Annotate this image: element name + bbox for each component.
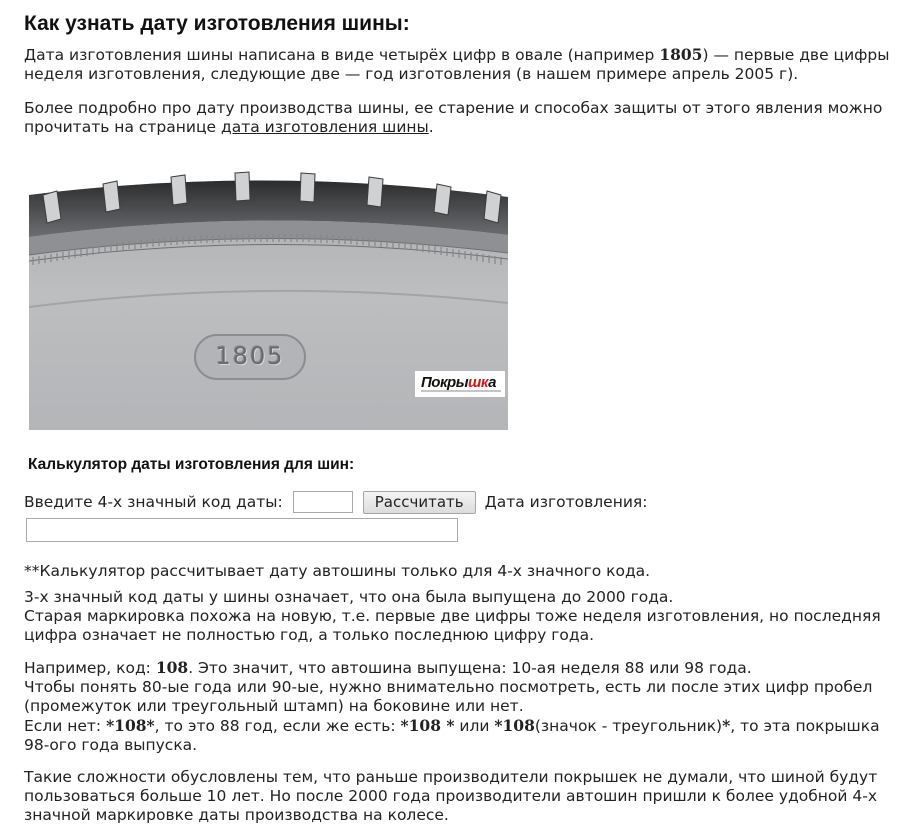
code-prompt-label: Введите 4-х значный код даты: xyxy=(24,493,283,511)
example-code-triangle: *108 xyxy=(494,716,535,735)
more-info-paragraph xyxy=(24,99,894,137)
calculator-row xyxy=(24,490,647,514)
watermark-part-b: шк xyxy=(468,374,489,391)
example-or: или xyxy=(454,717,495,735)
watermark-part-c: а xyxy=(488,374,496,391)
calculate-button[interactable]: Рассчитать xyxy=(363,491,476,514)
date-code-input[interactable] xyxy=(293,491,353,513)
more-info-text: Более подробно про дату производства шины, ее старение и способах защиты от этого явления можно прочитать на странице xyxy=(24,99,883,136)
example-paragraph xyxy=(24,658,894,755)
example-meaning: . Это значит, что автошина выпущена: 10-ая неделя 88 или 98 года. xyxy=(188,659,752,677)
tire-sidewall-image xyxy=(29,157,508,430)
example-asterisk: * xyxy=(722,716,731,735)
example-line-2: Чтобы понять 80-ые года или 90-ые, нужно внимательно посмотреть, есть ли после этих цифр пробел (промежуток или треугольный штамп) на боковине или нет. xyxy=(24,678,873,715)
example-code: 108 xyxy=(155,658,189,677)
watermark-part-a: Покры xyxy=(421,374,469,391)
example-if-no: Если нет: xyxy=(24,717,107,735)
example-98-year: , то эта покрышка 98-ого года выпуска. xyxy=(24,717,880,754)
example-prefix: Например, код: xyxy=(24,659,156,677)
result-label: Дата изготовления: xyxy=(484,493,648,511)
tire-date-code: 1805 xyxy=(215,342,285,370)
example-code-no-gap: *108* xyxy=(106,716,155,735)
example-88-year: , то это 88 год, если же есть: xyxy=(154,717,401,735)
intro-paragraph xyxy=(24,45,894,84)
example-line-1 xyxy=(24,658,894,678)
manufacture-date-output[interactable] xyxy=(26,518,458,542)
date-of-manufacture-link[interactable]: дата изготовления шины xyxy=(220,118,429,136)
more-info-end: . xyxy=(428,118,434,136)
example-triangle-note: (значок - треугольник) xyxy=(534,717,723,735)
three-digit-line: 3-х значный код даты у шины означает, что она была выпущена до 2000 года. xyxy=(24,588,674,606)
intro-example-code: 1805 xyxy=(659,45,703,64)
old-marking-line: Старая маркировка похожа на новую, т.е. первые две цифры тоже неделя изготовления, но последняя цифра означает не полностью год, а только последнюю цифру года. xyxy=(24,607,881,644)
page-title: Как узнать дату изготовления шины: xyxy=(24,12,410,35)
three-digit-paragraph xyxy=(24,588,894,645)
example-line-3 xyxy=(24,716,894,755)
watermark-logo xyxy=(421,374,496,391)
intro-text-after: ) — первые две цифры неделя изготовления, следующие две — год изготовления (в нашем примере апрель 2005 г). xyxy=(24,46,890,83)
calculator-title: Калькулятор даты изготовления для шин: xyxy=(28,456,355,473)
calculator-note: **Калькулятор рассчитывает дату автошины только для 4-х значного кода. xyxy=(24,562,651,580)
final-paragraph: Такие сложности обусловлены тем, что раньше производители покрышек не думали, что шиной будут пользоваться больше 10 лет. Но после 2000 года производители автошин пришли к более удобной 4-х значной маркировке даты производства на колесе. xyxy=(24,768,878,824)
example-code-gap: *108 * xyxy=(400,716,455,735)
intro-text-before: Дата изготовления шины написана в виде четырёх цифр в овале (например xyxy=(24,46,660,64)
